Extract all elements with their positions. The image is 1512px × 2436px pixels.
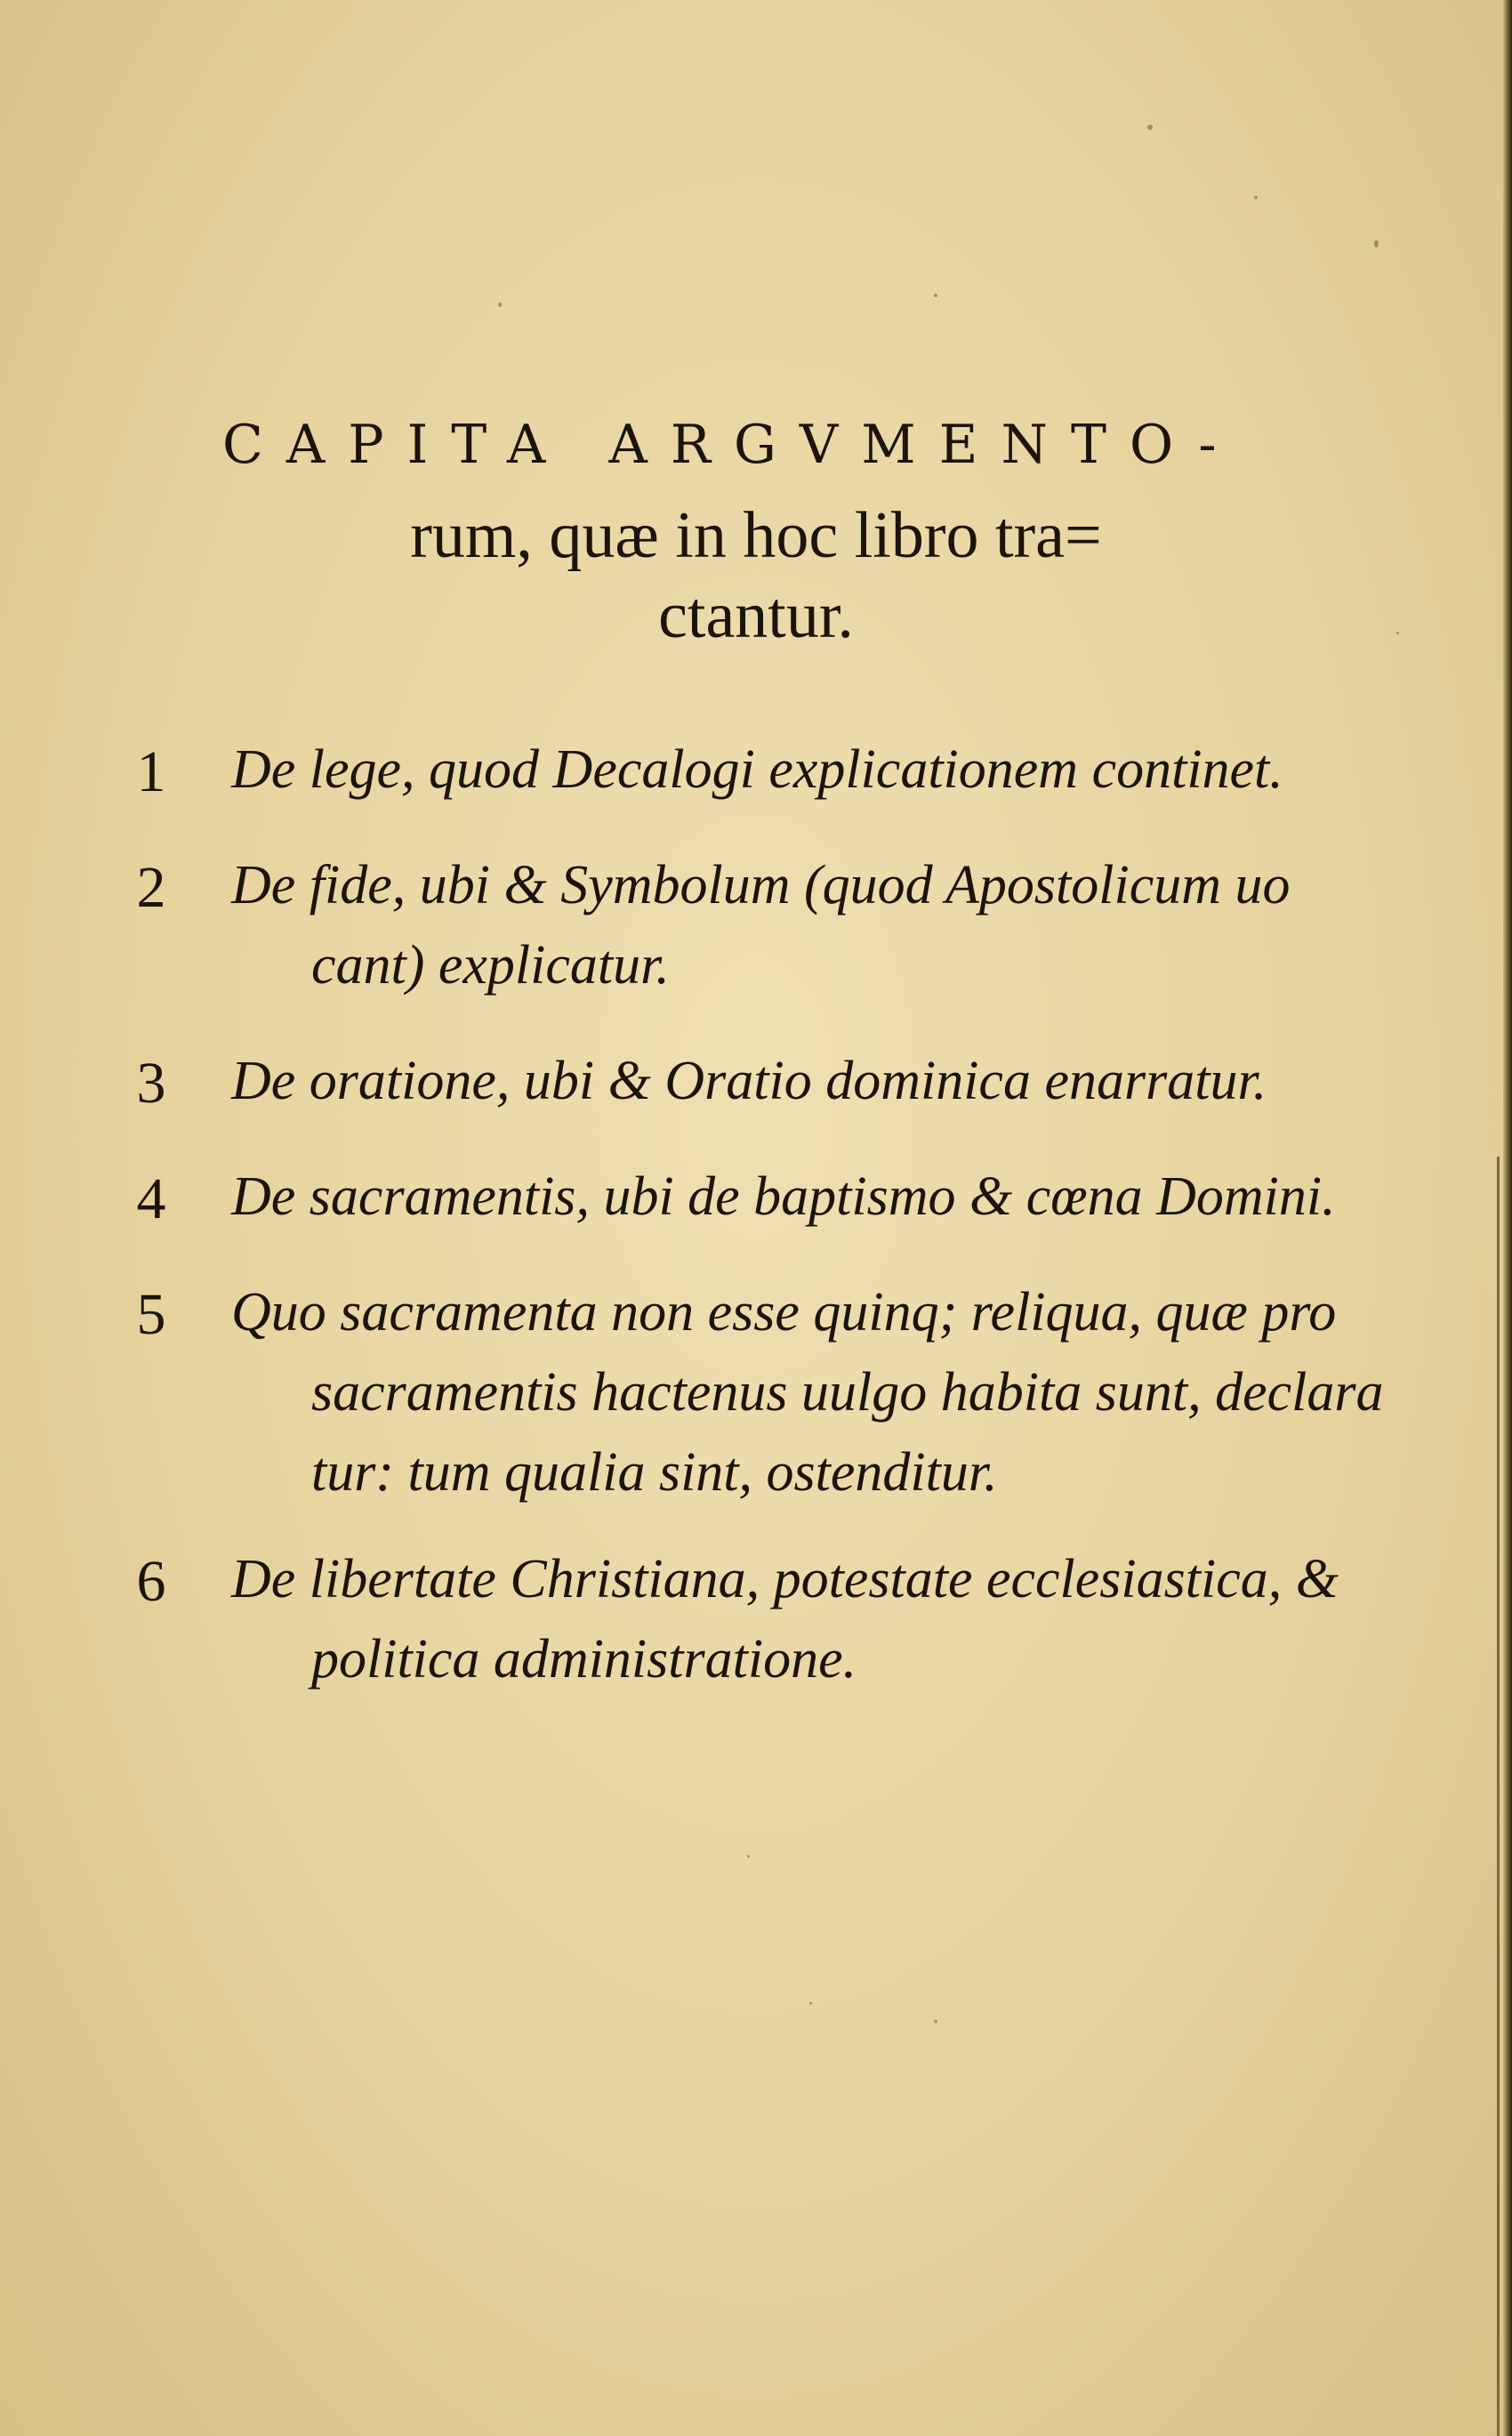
entry-number: 1 xyxy=(136,739,166,804)
entry-text: De oratione, ubi & Oratio dominica enarratur. xyxy=(231,1051,1267,1111)
chapter-heading-title: CAPITA ARGVMENTO- xyxy=(222,414,1240,476)
entry-text: De sacramentis, ubi de baptismo & cœna Domini. xyxy=(231,1166,1336,1227)
speck xyxy=(747,1855,750,1858)
speck xyxy=(1254,196,1258,199)
book-edge-line xyxy=(1497,1157,1500,2436)
speck xyxy=(1374,240,1379,247)
speck xyxy=(934,294,937,297)
entry-text: sacramentis hactenus uulgo habita sunt, declara xyxy=(311,1362,1384,1423)
entry-text: De lege, quod Decalogi explicationem continet. xyxy=(231,739,1283,800)
entry-number: 6 xyxy=(136,1549,166,1614)
entry-text: politica administratione. xyxy=(311,1629,857,1690)
entry-number: 4 xyxy=(136,1166,166,1231)
entry-number: 3 xyxy=(136,1051,166,1116)
speck xyxy=(498,302,502,307)
entry-text: tur: tum qualia sint, ostenditur. xyxy=(311,1442,998,1503)
speck xyxy=(809,2002,812,2004)
chapter-heading-line2: rum, quæ in hoc libro tra= xyxy=(410,499,1102,572)
speck xyxy=(1396,632,1399,634)
entry-number: 5 xyxy=(136,1282,166,1347)
entry-number: 2 xyxy=(136,855,166,920)
entry-text: De libertate Christiana, potestate ecclesiastica, & xyxy=(231,1549,1339,1609)
book-edge xyxy=(1503,0,1512,2436)
entry-text: cant) explicatur. xyxy=(311,935,670,996)
speck xyxy=(934,2020,937,2023)
entry-text: De fide, ubi & Symbolum (quod Apostolicum uo xyxy=(231,855,1291,916)
chapter-heading-line3: ctantur. xyxy=(658,579,854,652)
entry-text: Quo sacramenta non esse quinq; reliqua, quæ pro xyxy=(231,1282,1337,1343)
speck xyxy=(1147,125,1153,130)
